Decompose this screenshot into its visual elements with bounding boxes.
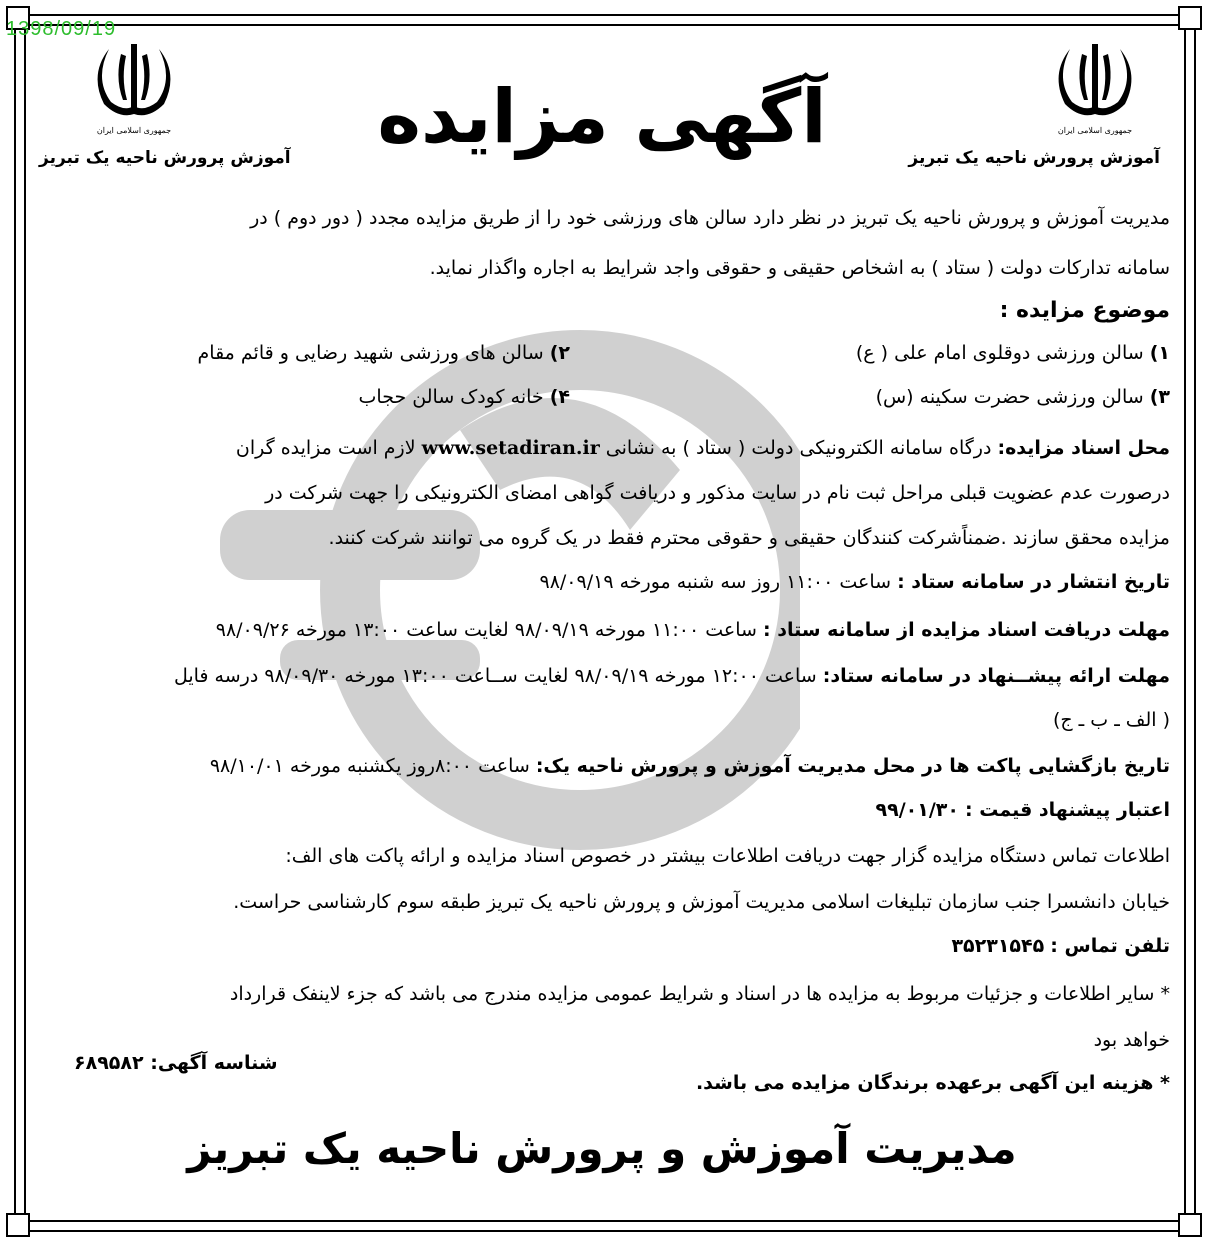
phone-number: ۳۵۲۳۱۵۴۵ (951, 935, 1045, 957)
corner-ornament (1178, 6, 1202, 30)
intro-line-1: مدیریت آموزش و پرورش ناحیه یک تبریز در نظر دارد سالن های ورزشی خود را از طریق مزایده مجدد ( دور دوم ) در (250, 207, 1170, 229)
subject-item (856, 342, 1170, 364)
publish-label: تاریخ انتشار در سامانه ستاد : (897, 571, 1170, 593)
docs-line-2: درصورت عدم عضویت قبلی مراحل ثبت نام در سایت مذکور و دریافت گواهی امضای الکترونیکی را جهت شرکت در (265, 482, 1170, 504)
date-stamp: 1398/09/19 (6, 18, 117, 40)
note-line-1: * سایر اطلاعات و جزئیات مربوط به مزایده ها در اسناد و شرایط عمومی مزایده مندرج می باشد که جزء لاینفک قرارداد (229, 983, 1170, 1005)
phone-label: تلفن تماس : (1050, 935, 1170, 957)
ad-id (74, 1052, 278, 1074)
validity (34, 796, 1170, 824)
publish-date (34, 568, 1170, 596)
dept-name-left: آموزش پرورش ناحیه یک تبریز (39, 148, 291, 168)
emblem-caption: جمهوری اسلامی ایران (96, 126, 172, 135)
subject-item-text: سالن های ورزشی شهید رضایی و قائم مقام (197, 342, 544, 364)
subject-item-text: خانه کودک سالن حجاب (358, 386, 544, 408)
page-title: آگهی مزایده (377, 74, 827, 160)
contact-line-2: خیابان دانشسرا جنب سازمان تبلیغات اسلامی مدیریت آموزش و پرورش ناحیه یک تبریز طبقه سوم کارشناسی حراست. (233, 891, 1170, 913)
footer-title: مدیریت آموزش و پرورش ناحیه یک تبریز (187, 1124, 1017, 1173)
validity-label: اعتبار پیشنهاد قیمت : (965, 799, 1170, 821)
dept-name-right: آموزش پرورش ناحیه یک تبریز (908, 148, 1160, 168)
subject-item-number: ۴) (549, 386, 570, 408)
validity-value: ۹۹/۰۱/۳۰ (875, 799, 959, 821)
corner-ornament (1178, 1213, 1202, 1237)
subject-item-text: سالن ورزشی دوقلوی امام علی ( ع) (855, 342, 1144, 364)
subject-heading: موضوع مزایده : (999, 298, 1170, 323)
docs-label: محل اسناد مزایده: (997, 437, 1170, 459)
publish-text: ساعت ۱۱:۰۰ روز سه شنبه مورخه ۹۸/۰۹/۱۹ (539, 571, 892, 593)
subject-item-text: سالن ورزشی حضرت سکینه (س) (875, 386, 1144, 408)
opening-date (34, 752, 1170, 780)
subject-item (198, 342, 570, 364)
offer-deadline (34, 662, 1170, 690)
opening-label: تاریخ بازگشایی پاکت ها در محل مدیریت آموزش و پرورش ناحیه یک: (535, 755, 1170, 777)
docs-line-3: مزایده محقق سازند .ضمناًشرکت کنندگان حقیقی و حقوقی محترم فقط در یک گروه می توانند شرکت کنند. (328, 527, 1170, 549)
note-line-2: خواهد بود (1093, 1029, 1170, 1051)
subject-item-number: ۲) (549, 342, 570, 364)
download-label: مهلت دریافت اسناد مزایده از سامانه ستاد : (763, 619, 1170, 641)
offer-files: ( الف ـ ب ـ ج) (1052, 709, 1170, 731)
subject-item (359, 386, 570, 408)
ad-id-value: ۶۸۹۵۸۲ (74, 1052, 144, 1074)
subject-item-number: ۱) (1149, 342, 1170, 364)
corner-ornament (6, 1213, 30, 1237)
offer-label: مهلت ارائه پیشــنهاد در سامانه ستاد: (822, 665, 1170, 687)
docs-line-1 (34, 434, 1170, 462)
note-line-3: * هزینه این آگهی برعهده برندگان مزایده می باشد. (695, 1072, 1170, 1094)
opening-text: ساعت ۸:۰۰روز یکشنبه مورخه ۹۸/۱۰/۰۱ (209, 755, 530, 777)
intro-line-2: سامانه تدارکات دولت ( ستاد ) به اشخاص حقیقی و حقوقی واجد شرایط به اجاره واگذار نماید. (429, 257, 1170, 279)
offer-text: ساعت ۱۲:۰۰ مورخه ۹۸/۰۹/۱۹ لغایت ســاعت ۱۳:۰۰ مورخه ۹۸/۰۹/۳۰ درسه فایل (173, 665, 817, 687)
download-deadline (34, 616, 1170, 644)
emblem-caption: جمهوری اسلامی ایران (1057, 126, 1133, 135)
docs-url-link[interactable]: www.setadiran.ir (421, 437, 600, 459)
docs-text: لازم است مزایده گران (235, 437, 416, 459)
subject-item (876, 386, 1170, 408)
subject-item-number: ۳) (1149, 386, 1170, 408)
contact-line-1: اطلاعات تماس دستگاه مزایده گزار جهت دریافت اطلاعات بیشتر در خصوص اسناد مزایده و ارائه پاکت های الف: (285, 845, 1170, 867)
docs-text: درگاه سامانه الکترونیکی دولت ( ستاد ) به نشانی (605, 437, 992, 459)
ad-id-label: شناسه آگهی: (150, 1052, 278, 1074)
download-text: ساعت ۱۱:۰۰ مورخه ۹۸/۰۹/۱۹ لغایت ساعت ۱۳:۰۰ مورخه ۹۸/۰۹/۲۶ (215, 619, 757, 641)
contact-phone (34, 932, 1170, 960)
